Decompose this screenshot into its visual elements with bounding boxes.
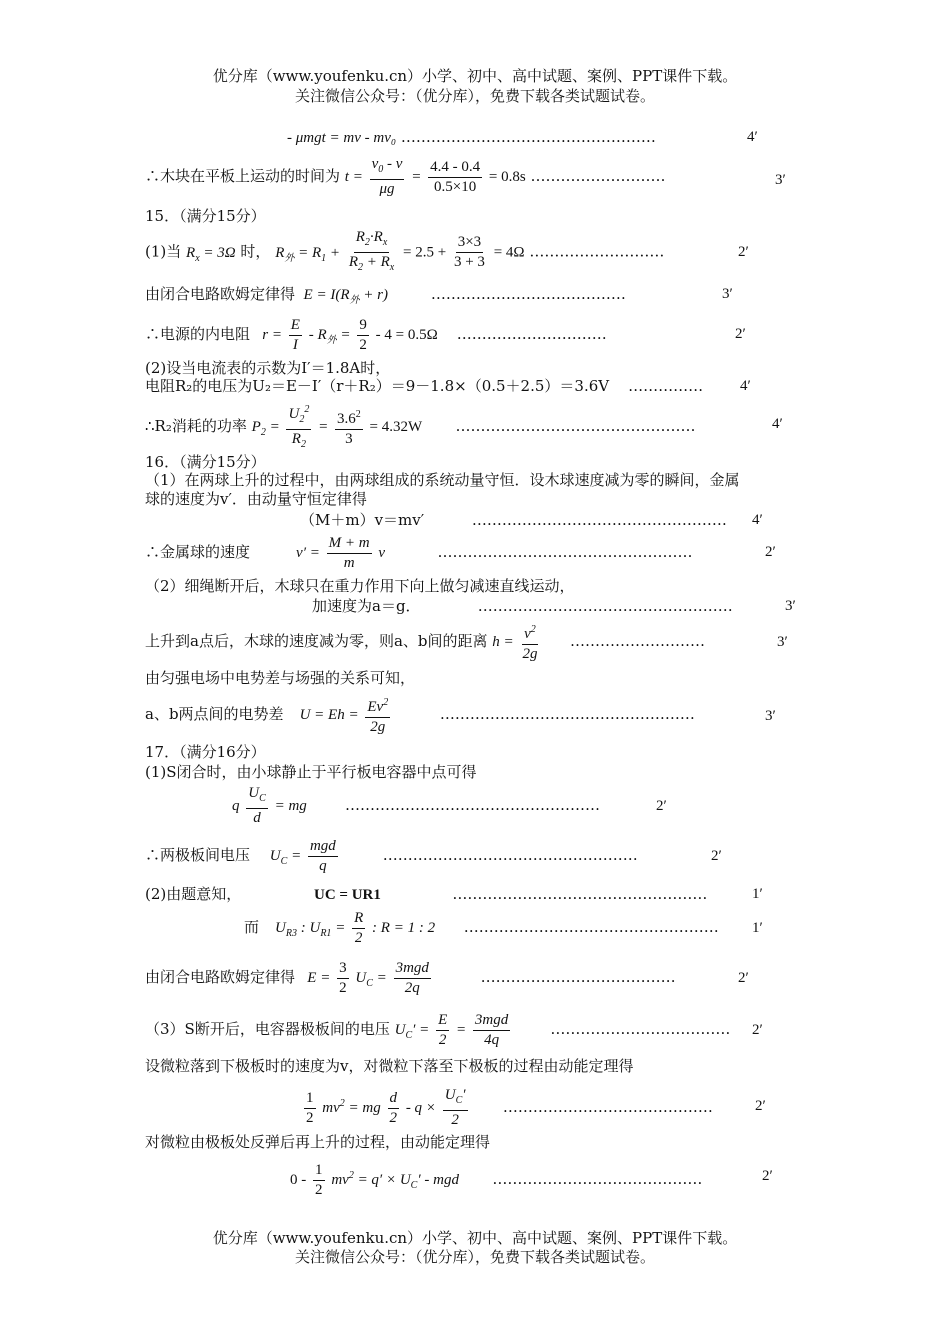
p15-a-label: (1)当 bbox=[145, 242, 182, 261]
p17-er-score: 1′ bbox=[752, 920, 763, 936]
p16-title: 16．（满分15分） bbox=[145, 453, 266, 471]
p17-line-2: 设微粒落到下极板时的速度为v，对微粒下落至下极板的过程由动能定理得 bbox=[145, 1057, 634, 1075]
p15-a-final: = 4Ω bbox=[493, 244, 525, 261]
p14-eq1-text: - μmgt = mv - mv₀ bbox=[287, 130, 397, 146]
p17-b-line bbox=[145, 884, 241, 904]
p17-c-label: （3）S断开后，电容器极板间的电压 bbox=[145, 1020, 390, 1038]
p15-b-line-1: (2)设当电流表的示数为I′＝1.8A时， bbox=[145, 359, 391, 377]
p17-fraction-uc2: $\frac{U_C'}{2}$ bbox=[444, 1087, 466, 1128]
p17-eq1-line: q $\frac{U_C}{d}$ = mg …………………………………………… bbox=[232, 785, 600, 826]
p15-b2-score: 4′ bbox=[740, 378, 751, 394]
p17-line-1: (1)S闭合时，由小球静止于平行板电容器中点可得 bbox=[145, 763, 477, 781]
p16-line-4-text: 加速度为a＝g． bbox=[312, 597, 421, 615]
p16-line-2: 球的速度为v′．由动量守恒定律得 bbox=[145, 490, 367, 508]
p15-r-score: 2′ bbox=[735, 326, 746, 342]
p17-fraction-3mgd4q: $\frac{\text{3mgd}}{4q}$ bbox=[474, 1011, 509, 1048]
p14-fraction-1: $\frac{v_0 - v}{\mu g}$ bbox=[371, 156, 403, 197]
p15-fraction-ei: $\frac{E}{I}$ bbox=[290, 316, 300, 353]
p16-v-line: ∴金属球的速度 v′ = $\frac{M + m}{m}$ v …………………………………………… bbox=[145, 534, 693, 571]
p15-fraction-r2rx: $\frac{R_2\cdot R_x}{R_2 + R_x}$ bbox=[348, 229, 395, 273]
p16-l4-score: 3′ bbox=[785, 598, 796, 614]
p17-uc-score: 2′ bbox=[711, 848, 722, 864]
p15-p-line: ∴R₂消耗的功率 $P_2$ = $\frac{U_2^2}{R_2}$ = $\frac{3.6^2}{3}$ = 4.32W ………………………………………… bbox=[145, 400, 696, 456]
p17-ohm-score: 2′ bbox=[738, 970, 749, 986]
p16-h-score: 3′ bbox=[777, 634, 788, 650]
p15-a-score: 2′ bbox=[738, 244, 749, 260]
p14-time-label: ∴木块在平板上运动的时间为 bbox=[145, 167, 341, 185]
p15-fraction-u2r2: $\frac{U_2^2}{R_2}$ bbox=[286, 400, 311, 454]
p16-fraction-v2g: $\frac{v^2}{2g}$ bbox=[520, 620, 539, 664]
p14-fraction-2: $\frac{4.4 - 0.4}{0.5\times 10}$ bbox=[430, 158, 481, 195]
p17-title: 17．（满分16分） bbox=[145, 743, 266, 761]
p14-eq1-score: 4′ bbox=[747, 129, 758, 145]
p15-p-label: ∴R₂消耗的功率 bbox=[145, 417, 247, 435]
p17-c-score: 2′ bbox=[752, 1022, 763, 1038]
p17-fraction-32: $\frac{3}{2}$ bbox=[339, 959, 347, 996]
p17-fraction-half-2: $\frac{1}{2}$ bbox=[315, 1161, 323, 1198]
p16-fraction-mm: $\frac{M + m}{m}$ bbox=[328, 534, 370, 571]
p17-fraction-mgdq: $\frac{\text{mgd}}{q}$ bbox=[309, 837, 336, 874]
p16-u-score: 3′ bbox=[765, 708, 776, 724]
p14-time-score: 3′ bbox=[775, 172, 786, 188]
footer-line-2: 关注微信公众号：（优分库），免费下载各类试题试卷。 bbox=[294, 1248, 655, 1266]
p16-eq1-score: 4′ bbox=[752, 512, 763, 528]
p15-p-score: 4′ bbox=[772, 416, 783, 432]
p17-er-label: 而 bbox=[244, 918, 260, 936]
p16-v-score: 2′ bbox=[765, 544, 776, 560]
p15-ohm-score: 3′ bbox=[722, 286, 733, 302]
p17-uc-line: ∴两极板间电压 $U_C$ = $\frac{\text{mgd}}{q}$ …………………………………………… bbox=[145, 837, 638, 874]
p17-b-score: 1′ bbox=[752, 886, 763, 902]
p16-line-4: 加速度为a＝g． …………………………………………… bbox=[312, 597, 733, 615]
p16-h-line: 上升到a点后，木球的速度减为零，则a、b间的距离 h = $\frac{v^2}{2g}$ ……………………… bbox=[145, 618, 705, 665]
p17-ke1-line: $\frac{1}{2}$ $mv^2$ = mg $\frac{d}{2}$ - q × $\frac{U_C'}{2}$ …………………………………… bbox=[306, 1087, 713, 1128]
p15-r-label: ∴电源的内电阻 bbox=[145, 325, 251, 343]
p15-fraction-36: $\frac{3.6^2}{3}$ bbox=[335, 405, 363, 449]
p15-r-result: - 4 = 0.5Ω bbox=[375, 327, 438, 343]
p15-ohm-line: 由闭合电路欧姆定律得 $E = I(R_外 + r)$ ………………………………… bbox=[145, 285, 626, 306]
p16-eq-1: （M＋m）v＝mv′ bbox=[300, 511, 425, 529]
p15-r-line: ∴电源的内电阻 r = $\frac{E}{I}$ - $R_外$ = $\frac{9}{2}$ - 4 = 0.5Ω ………………………… bbox=[145, 316, 607, 353]
p17-fraction-ucd: $\frac{U_C}{d}$ bbox=[248, 785, 266, 826]
p15-p-result: = 4.32W bbox=[369, 419, 423, 435]
p17-eq1-score: 2′ bbox=[656, 798, 667, 814]
p17-fraction-3mgd2q: $\frac{\text{3mgd}}{2q}$ bbox=[395, 959, 429, 996]
p17-b-eq-line: UC = UR1 …………………………………………… bbox=[314, 885, 708, 903]
p16-v-label: ∴金属球的速度 bbox=[145, 543, 251, 561]
p17-fraction-r2: $\frac{R}{2}$ bbox=[354, 909, 364, 946]
p16-u-label: a、b两点间的电势差 bbox=[145, 705, 284, 723]
p17-uc-label: ∴两极板间电压 bbox=[145, 846, 251, 864]
p17-fraction-e2: $\frac{E}{2}$ bbox=[438, 1011, 448, 1048]
p15-ohm-label: 由闭合电路欧姆定律得 bbox=[145, 285, 296, 303]
p17-ratio-line: 而 $U_{R3}$ : $U_{R1}$ = $\frac{R}{2}$ : R = 1 : 2 …………………………………………… bbox=[244, 909, 719, 946]
p17-line-3: 对微粒由极板处反弹后再上升的过程，由动能定理得 bbox=[145, 1133, 491, 1151]
p17-ohm-line: 由闭合电路欧姆定律得 E = $\frac{3}{2}$ $U_C$ = $\frac{\text{3mgd}}{2q}$ ………………………………… bbox=[145, 959, 676, 996]
p14-time-result: = 0.8s bbox=[488, 169, 526, 185]
p17-ke1-score: 2′ bbox=[755, 1098, 766, 1114]
p16-eq-1-line: （M＋m）v＝mv′ …………………………………………… bbox=[300, 511, 727, 529]
header-line-2: 关注微信公众号：（优分库），免费下载各类试题试卷。 bbox=[294, 87, 655, 105]
p17-ke2-line: 0 - $\frac{1}{2}$ $mv^2 = q' \times U_C'$ - mgd …………………………………… bbox=[290, 1161, 703, 1198]
p17-ohm-label: 由闭合电路欧姆定律得 bbox=[145, 968, 296, 986]
p16-h-label: 上升到a点后，木球的速度减为零，则a、b间的距离 bbox=[145, 632, 488, 650]
p17-fraction-half-1: $\frac{1}{2}$ bbox=[306, 1089, 314, 1126]
header-line-1: 优分库（www.youfenku.cn）小学、初中、高中试题、案例、PPT课件下载。 bbox=[212, 67, 738, 85]
p17-c-line: （3）S断开后，电容器极板间的电压 $U_C'$ = $\frac{E}{2}$ = $\frac{\text{3mgd}}{4q}$ ……………………………… bbox=[145, 1011, 731, 1048]
p16-u-line: a、b两点间的电势差 U = Eh = $\frac{Ev^2}{2g}$ …………………………………………… bbox=[145, 690, 695, 739]
p17-fraction-d2: $\frac{d}{2}$ bbox=[389, 1089, 398, 1126]
p16-fraction-ev2: $\frac{Ev^2}{2g}$ bbox=[365, 693, 390, 737]
p15-a-line: (1)当 $R_x = 3\Omega$ 时， $R_外 = R_1$ + $\frac{R_2\cdot R_x}{R_2 + R_x}$ = 2.5 + $\frac{3\times 3}{3 + 3}$ = 4Ω ……………………… bbox=[145, 228, 664, 281]
p15-fraction-92: $\frac{9}{2}$ bbox=[359, 316, 367, 353]
p15-b-line-2-text: 电阻R₂的电压为U₂＝E－I′（r＋R₂）＝9－1.8×（0.5＋2.5）＝3.6V bbox=[145, 377, 610, 395]
p14-time-line: ∴木块在平板上运动的时间为 t = $\frac{v_0 - v}{\mu g}$ = $\frac{4.4 - 0.4}{0.5\times 10}$ = 0.8s ……………………… bbox=[145, 156, 666, 197]
p15-title: 15．（满分15分） bbox=[145, 207, 266, 225]
p17-b-label: (2)由题意知， bbox=[145, 885, 242, 903]
p16-line-3: （2）细绳断开后，木球只在重力作用下向上做匀减速直线运动， bbox=[145, 577, 575, 595]
footer-line-1: 优分库（www.youfenku.cn）小学、初中、高中试题、案例、PPT课件下载。 bbox=[212, 1229, 738, 1247]
p15-b-line-2: 电阻R₂的电压为U₂＝E－I′（r＋R₂）＝9－1.8×（0.5＋2.5）＝3.6V …………… bbox=[145, 377, 704, 395]
p14-equation-1 bbox=[287, 127, 656, 148]
p17-ke2-score: 2′ bbox=[762, 1168, 773, 1184]
dot-leader: …………………………………………… bbox=[400, 128, 656, 146]
p15-fraction-3x3: $\frac{3\times 3}{3 + 3}$ bbox=[453, 234, 485, 270]
p17-b-eq: UC = UR1 bbox=[314, 887, 381, 903]
p16-line-1: （1）在两球上升的过程中，由两球组成的系统动量守恒．设木球速度减为零的瞬间，金属 bbox=[145, 471, 740, 489]
p16-line-5: 由匀强电场中电势差与场强的关系可知， bbox=[145, 669, 416, 687]
p15-a-mid: = 2.5 + bbox=[403, 244, 450, 261]
